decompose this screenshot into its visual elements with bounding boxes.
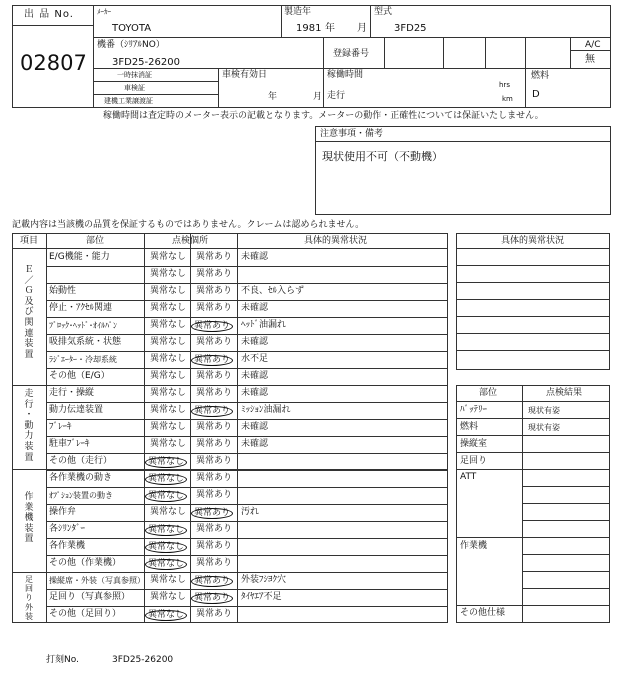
normal-option: 異常なし: [150, 371, 187, 381]
row-detail: 不良、ｾﾙ入らず: [241, 286, 305, 296]
col-detail-header: 具体的異常状況: [304, 236, 368, 246]
abnormal-option: 異常あり: [191, 508, 233, 519]
group-drive-label: 走 行 ・ 動 力 装 置: [24, 389, 34, 463]
abnormal-option: 異常あり: [191, 576, 233, 587]
table-row: [46, 266, 448, 283]
group-engine-label: Ｅ ／ Ｇ 及 び 関 連 装 置: [24, 265, 34, 360]
normal-option: 異常なし: [150, 439, 187, 449]
normal-option: 異常なし: [150, 320, 187, 330]
stamp-label: 打刻No.: [46, 655, 79, 665]
row-part: 操縦席・外装（写真参照）: [49, 576, 145, 585]
remarks-label: 注意事項・備考: [320, 129, 384, 139]
row-part: その他（E/G）: [49, 371, 110, 381]
row-part: ﾗｼﾞｴｰﾀｰ・冷却系統: [49, 355, 117, 364]
result-fuel: 現状有姿: [528, 423, 560, 432]
stamp-value: 3FD25-26200: [112, 655, 174, 665]
ac-value: 無: [585, 54, 595, 65]
row-part: ﾌﾞﾛｯｸ･ﾍｯﾄﾞ･ｵｲﾙﾊﾟﾝ: [49, 321, 117, 330]
row-part: 各作業機: [49, 541, 86, 551]
normal-option: 異常なし: [145, 491, 187, 502]
row-part: 吸排気系統・状態: [49, 337, 122, 347]
result-part-undercarriage: 足回り: [460, 456, 488, 466]
abnormal-option: 異常あり: [196, 337, 233, 347]
table-row: [46, 521, 448, 538]
inspection-month-unit: 月: [313, 92, 323, 102]
maker-label: ﾒｰｶｰ: [97, 8, 111, 16]
listing-no-label: 出 品 No.: [24, 9, 74, 20]
abnormal-option: 異常あり: [196, 303, 233, 313]
result-col-result: 点検結果: [546, 388, 583, 398]
row-detail: 未確認: [241, 439, 269, 449]
row-part: 走行・操縦: [49, 388, 95, 398]
row-part: 始動性: [49, 286, 77, 296]
abnormal-option: 異常あり: [196, 439, 233, 449]
row-detail: 未確認: [241, 422, 269, 432]
abnormal-option: 異常あり: [196, 422, 233, 432]
abnormal-option: 異常あり: [196, 609, 233, 619]
abnormal-option: 異常あり: [196, 456, 233, 466]
normal-option: 異常なし: [150, 405, 187, 415]
row-detail: ﾍｯﾄﾞ油漏れ: [241, 320, 287, 330]
group-undercarriage-label: 足 回 り 外 装: [25, 575, 33, 621]
abnormal-option: 異常あり: [196, 524, 233, 534]
abnormal-option: 異常あり: [191, 321, 233, 332]
row-detail: 外装ﾌｼﾖｸ穴: [241, 575, 287, 585]
row-detail: ﾀｲﾔｴｱ不足: [241, 592, 282, 602]
abnormal-option: 異常あり: [196, 269, 233, 279]
normal-option: 異常なし: [150, 575, 187, 585]
quality-disclaimer: 記載内容は当該機の品質を保証するものではありません。クレームは認められません。: [12, 220, 365, 230]
fuel-label: 燃料: [531, 71, 550, 81]
row-detail: 未確認: [241, 303, 269, 313]
normal-option: 異常なし: [150, 592, 187, 602]
abnormal-option: 異常あり: [191, 593, 233, 604]
normal-option: 異常なし: [150, 388, 187, 398]
result-part-cab: 操縦室: [460, 439, 488, 449]
result-col-part: 部位: [479, 388, 498, 398]
normal-option: 異常なし: [145, 474, 187, 485]
group-work-label: 作 業 機 装 置: [24, 492, 34, 545]
abnormal-option: 異常あり: [196, 252, 233, 262]
maker-value: TOYOTA: [112, 23, 152, 34]
inspection-label: 車検有効日: [222, 70, 268, 80]
result-part-work: 作業機: [460, 541, 488, 551]
normal-option: 異常なし: [145, 525, 187, 536]
col-check-header: 点検個所: [172, 236, 209, 246]
row-detail: 未確認: [241, 337, 269, 347]
detail-header: 具体的異常状況: [501, 236, 565, 246]
row-part: その他（走行）: [49, 456, 113, 466]
remarks-text: 現状使用不可（不動機）: [322, 150, 443, 163]
vehicle-cert-label: 車検証: [124, 84, 145, 92]
row-detail: 未確認: [241, 252, 269, 262]
normal-option: 異常なし: [145, 542, 187, 553]
row-part: その他（足回り）: [49, 609, 122, 619]
year-unit: 年: [325, 23, 335, 34]
row-part: 動力伝達装置: [49, 405, 104, 415]
result-battery: 現状有姿: [528, 406, 560, 415]
normal-option: 異常なし: [150, 252, 187, 262]
hours-disclaimer: 稼働時間は査定時のメーター表示の記載となります。メーターの動作・正確性については保証いたしません。: [103, 111, 544, 121]
abnormal-option: 異常あり: [191, 406, 233, 417]
abnormal-option: 異常あり: [196, 286, 233, 296]
normal-option: 異常なし: [150, 354, 187, 364]
temp-cert-label: 一時抹消証: [117, 71, 152, 79]
year-label: 製造年: [284, 7, 312, 17]
km-unit: km: [502, 95, 513, 103]
row-detail: 未確認: [241, 388, 269, 398]
row-detail: 水不足: [241, 354, 269, 364]
row-part: 各作業機の動き: [49, 473, 113, 483]
abnormal-option: 異常あり: [196, 541, 233, 551]
year-value: 1981: [296, 23, 322, 34]
ac-label: A/C: [585, 40, 601, 50]
month-unit: 月: [357, 23, 367, 34]
header-block: [12, 5, 611, 108]
remarks-box: [315, 126, 611, 215]
result-part-att: ATT: [460, 472, 477, 482]
normal-option: 異常なし: [145, 559, 187, 570]
row-part: ｵﾌﾟｼｮﾝ装置の動き: [49, 491, 113, 500]
abnormal-option: 異常あり: [191, 355, 233, 366]
row-part: E/G機能・能力: [49, 252, 110, 262]
abnormal-option: 異常あり: [196, 490, 233, 500]
row-part: ﾌﾞﾚｰｷ: [49, 422, 72, 432]
model-label: 型式: [374, 7, 393, 17]
normal-option: 異常なし: [150, 337, 187, 347]
row-part: その他（作業機）: [49, 558, 122, 568]
fuel-value: D: [532, 89, 540, 100]
listing-no: 02807: [20, 51, 87, 75]
mileage-label: 走行: [327, 91, 346, 101]
normal-option: 異常なし: [150, 422, 187, 432]
row-detail: 汚れ: [241, 507, 260, 517]
registration-label: 登録番号: [333, 49, 370, 59]
row-part: 停止・ｱｸｾﾙ関連: [49, 303, 113, 313]
table-row: [46, 538, 448, 555]
row-detail: ﾐｯｼｮﾝ油漏れ: [241, 405, 291, 415]
row-part: 操作弁: [49, 507, 77, 517]
col-item-header: 項目: [20, 236, 39, 246]
result-part-battery: ﾊﾞｯﾃﾘｰ: [460, 405, 488, 415]
normal-option: 異常なし: [150, 269, 187, 279]
abnormal-option: 異常あり: [196, 473, 233, 483]
row-part: 駐車ﾌﾞﾚｰｷ: [49, 439, 90, 449]
normal-option: 異常なし: [145, 457, 187, 468]
inspection-year-unit: 年: [268, 92, 278, 102]
row-part: 足回り（写真参照）: [49, 592, 131, 602]
abnormal-option: 異常あり: [196, 371, 233, 381]
result-part-fuel: 燃料: [460, 422, 479, 432]
row-detail: 未確認: [241, 371, 269, 381]
serial-value: 3FD25-26200: [112, 57, 180, 68]
serial-label: 機番（ｼﾘｱﾙNO）: [97, 40, 165, 50]
abnormal-option: 異常あり: [196, 558, 233, 568]
result-part-other: その他仕様: [460, 608, 506, 618]
hrs-unit: hrs: [499, 81, 510, 89]
transfer-cert-label: 建機工業譲渡証: [104, 97, 153, 105]
col-part-header: 部位: [86, 236, 105, 246]
abnormal-option: 異常あり: [196, 388, 233, 398]
row-part: 各ｼﾘﾝﾀﾞｰ: [49, 524, 86, 534]
normal-option: 異常なし: [145, 610, 187, 621]
normal-option: 異常なし: [150, 507, 187, 517]
normal-option: 異常なし: [150, 286, 187, 296]
normal-option: 異常なし: [150, 303, 187, 313]
model-value: 3FD25: [394, 23, 427, 34]
hours-label: 稼働時間: [327, 70, 364, 80]
